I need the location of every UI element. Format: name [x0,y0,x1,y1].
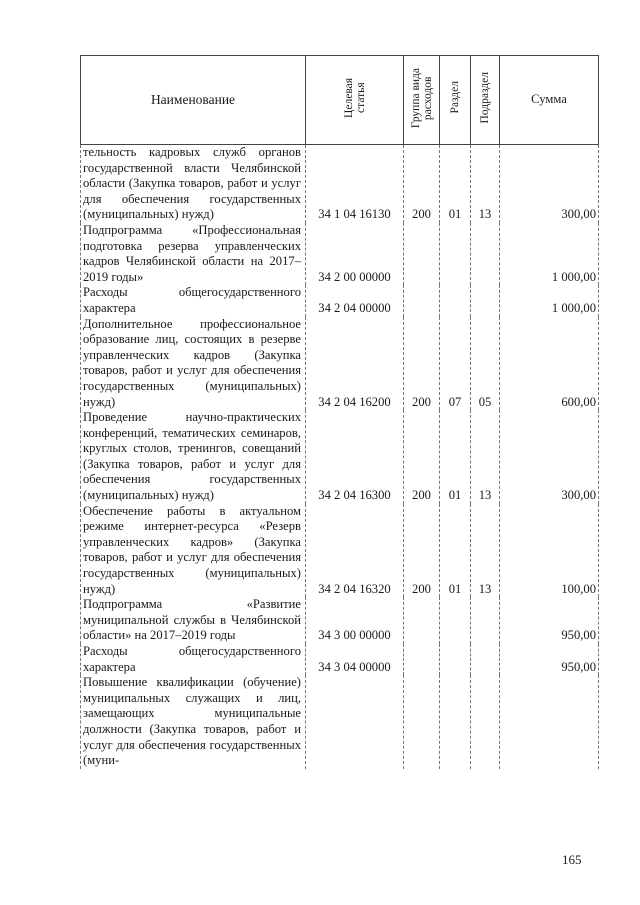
row-sum: 950,00 [500,644,599,675]
row-sum: 300,00 [500,410,599,504]
row-sum: 950,00 [500,597,599,644]
row-sum: 300,00 [500,145,599,223]
row-name: Обеспечение работы в актуальном режиме интернет-ресурса «Резерв управленческих кадров» (Закупка товаров, работ и услуг для обеспечения государственных (муниципальных) нужд) [81,504,306,598]
row-code: 34 2 04 16320 [306,504,404,598]
row-code: 34 2 04 16200 [306,317,404,411]
header-target-article: Целевая статья [306,56,404,145]
row-code: 34 1 04 16130 [306,145,404,223]
row-sum: 1 000,00 [500,223,599,285]
row-name: Подпрограмма «Профессиональная подготовка резерва управленческих кадров Челябинской области на 2017–2019 годы» [81,223,306,285]
budget-table [80,55,599,769]
row-sum: 100,00 [500,504,599,598]
row-section [440,597,471,644]
row-group [404,285,440,316]
row-section [440,644,471,675]
row-group: 200 [404,504,440,598]
row-group [404,644,440,675]
row-sum: 600,00 [500,317,599,411]
row-section [440,223,471,285]
row-subsection [471,597,500,644]
row-sum [500,675,599,769]
row-code: 34 2 04 16300 [306,410,404,504]
table-header-row [81,56,599,145]
row-section: 07 [440,317,471,411]
row-code [306,675,404,769]
row-group [404,597,440,644]
table-row [81,317,599,411]
row-name: тельность кадровых служб органов государственной власти Челябинской области (Закупка товаров, работ и услуг для обеспечения государственных (муниципальных) нужд) [81,145,306,223]
header-name: Наименование [81,56,306,145]
row-subsection [471,285,500,316]
header-expense-group: Группа вида расходов [404,56,440,145]
budget-table-container [80,55,598,769]
table-row [81,145,599,223]
row-subsection [471,223,500,285]
row-name: Проведение научно-практических конференций, тематических семинаров, круглых столов, тренингов, совещаний (Закупка товаров, работ и услуг для обеспечения государственных (муниципальных) нужд) [81,410,306,504]
row-subsection: 13 [471,504,500,598]
row-sum: 1 000,00 [500,285,599,316]
row-subsection [471,675,500,769]
row-code: 34 2 00 00000 [306,223,404,285]
row-name: Расходы общегосударственного характера [81,644,306,675]
row-group [404,675,440,769]
table-row [81,285,599,316]
row-name: Повышение квалификации (обучение) муниципальных служащих и лиц, замещающих муниципальные должности (Закупка товаров, работ и услуг для обеспечения государственных (муни- [81,675,306,769]
table-row [81,410,599,504]
table-row [81,644,599,675]
row-name: Подпрограмма «Развитие муниципальной службы в Челябинской области» на 2017–2019 годы [81,597,306,644]
row-group [404,223,440,285]
row-subsection: 13 [471,410,500,504]
row-group: 200 [404,145,440,223]
row-section: 01 [440,504,471,598]
row-code: 34 3 04 00000 [306,644,404,675]
header-subsection: Подраздел [471,56,500,145]
page-number: 165 [562,852,582,867]
row-section: 01 [440,145,471,223]
table-row [81,597,599,644]
row-name: Расходы общегосударственного характера [81,285,306,316]
table-row [81,223,599,285]
row-subsection [471,644,500,675]
row-code: 34 3 00 00000 [306,597,404,644]
row-code: 34 2 04 00000 [306,285,404,316]
row-section [440,675,471,769]
row-section [440,285,471,316]
header-sum: Сумма [500,56,599,145]
header-section: Раздел [440,56,471,145]
row-group: 200 [404,410,440,504]
table-row [81,504,599,598]
row-name: Дополнительное профессиональное образование лиц, состоящих в резерве управленческих кадров (Закупка товаров, работ и услуг для обеспечения государственных (муниципальных) нужд) [81,317,306,411]
row-subsection: 05 [471,317,500,411]
table-row [81,675,599,769]
row-subsection: 13 [471,145,500,223]
row-group: 200 [404,317,440,411]
row-section: 01 [440,410,471,504]
